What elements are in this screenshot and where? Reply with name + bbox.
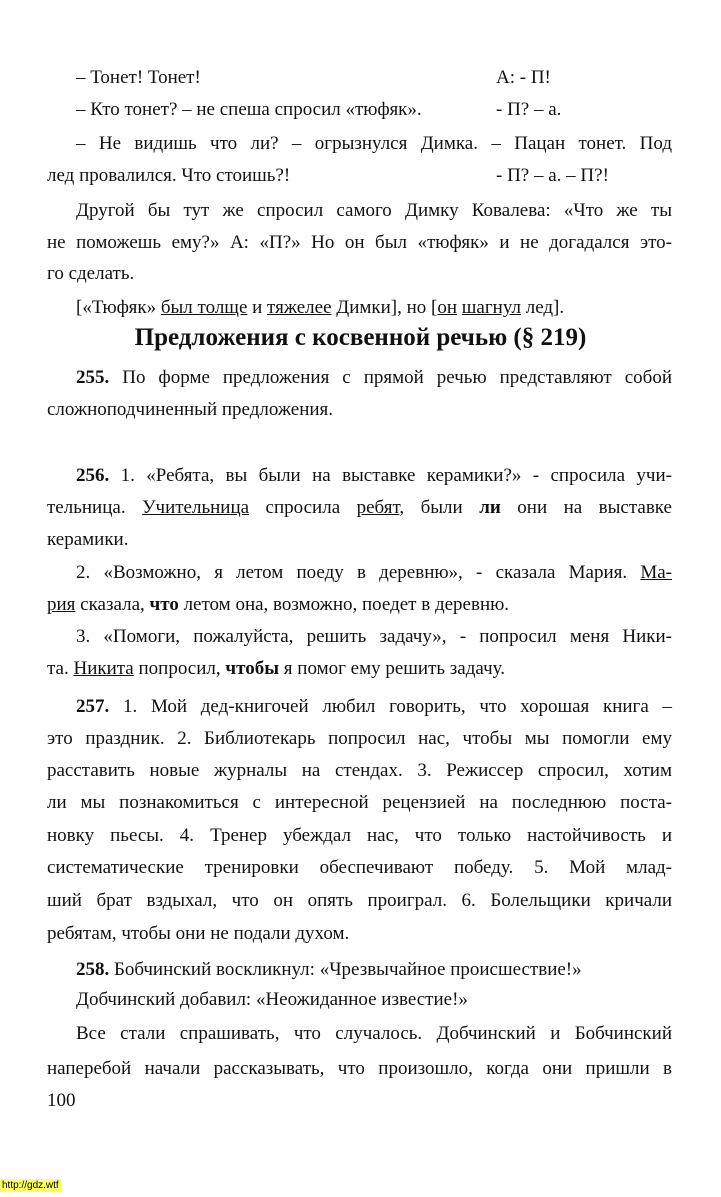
text-segment: керамики. bbox=[47, 529, 129, 550]
text-line bbox=[47, 825, 672, 847]
text-segment: Димки], но [ bbox=[331, 297, 438, 318]
text-line bbox=[47, 497, 672, 519]
text-line bbox=[47, 200, 672, 222]
text-line bbox=[47, 626, 672, 648]
page-number: 100 bbox=[47, 1090, 76, 1111]
text-segment: спросила bbox=[249, 497, 357, 518]
bold-text: что bbox=[149, 594, 179, 615]
text-segment: та. bbox=[47, 658, 74, 679]
text-line bbox=[47, 594, 672, 616]
text-line bbox=[47, 1023, 672, 1045]
text-segment: и bbox=[247, 297, 268, 318]
text-line bbox=[47, 465, 672, 487]
text-segment: – Кто тонет? – не спеша спросил «тюфяк». bbox=[76, 99, 422, 120]
text-segment: Бобчинский воскликнул: «Чрезвычайное происшествие!» bbox=[109, 959, 582, 980]
text-line bbox=[47, 760, 672, 782]
scheme-annotation: - П? – а. – П?! bbox=[496, 165, 609, 186]
text-segment: расставить новые журналы на стендах. 3. Режиссер спросил, хотим bbox=[47, 760, 672, 781]
footer-link[interactable]: http://gdz.wtf bbox=[2, 1180, 59, 1191]
scheme-annotation: А: - П! bbox=[496, 67, 551, 88]
underlined-word: он bbox=[437, 297, 458, 318]
text-segment: тельница. bbox=[47, 497, 143, 518]
text-line bbox=[47, 989, 672, 1011]
bold-text: 256. bbox=[76, 465, 110, 486]
text-segment: это праздник. 2. Библиотекарь попросил нас, чтобы мы помогли ему bbox=[47, 728, 672, 749]
underlined-word: Ма- bbox=[640, 562, 672, 583]
text-line bbox=[47, 696, 672, 718]
underlined-word: Никита bbox=[73, 658, 134, 679]
text-segment: сложноподчиненный предложения. bbox=[47, 399, 334, 420]
text-line bbox=[47, 297, 672, 319]
text-segment: 3. «Помоги, пожалуйста, решить задачу», - попросил меня Ники- bbox=[76, 626, 672, 647]
underlined-word: был толще bbox=[160, 297, 248, 318]
text-line bbox=[47, 923, 672, 945]
text-segment: новку пьесы. 4. Тренер убеждал нас, что только настойчивость и bbox=[47, 825, 672, 846]
bold-text: чтобы bbox=[225, 658, 280, 679]
text-segment: наперебой начали рассказывать, что произошло, когда они пришли в bbox=[47, 1058, 672, 1079]
text-segment: – Тонет! Тонет! bbox=[76, 67, 201, 88]
bold-text: 258. bbox=[76, 959, 110, 980]
text-line bbox=[47, 165, 672, 187]
text-line bbox=[47, 959, 672, 981]
text-segment: ли мы познакомиться с интересной рецензией на последнюю поста- bbox=[47, 792, 672, 813]
underlined-word: Учительница bbox=[142, 497, 250, 518]
text-segment: Все стали спрашивать, что случалось. Добчинский и Бобчинский bbox=[76, 1023, 672, 1044]
text-line bbox=[47, 857, 672, 879]
text-line bbox=[47, 529, 672, 551]
text-segment: попросил, bbox=[133, 658, 226, 679]
text-line bbox=[47, 728, 672, 750]
section-heading: Предложения с косвенной речью (§ 219) bbox=[134, 324, 587, 351]
text-segment: я помог ему решить задачу. bbox=[279, 658, 505, 679]
text-segment: Добчинский добавил: «Неожиданное известие!» bbox=[76, 989, 468, 1010]
text-line bbox=[47, 562, 672, 584]
text-line bbox=[47, 232, 672, 254]
text-segment: 2. «Возможно, я летом поеду в деревню», - сказала Мария. bbox=[76, 562, 641, 583]
text-line bbox=[47, 263, 672, 285]
text-segment: летом она, возможно, поедет в деревню. bbox=[178, 594, 510, 615]
text-segment: систематические тренировки обеспечивают победу. 5. Мой млад- bbox=[47, 857, 672, 878]
underlined-word: рия bbox=[47, 594, 76, 615]
text-segment: го сделать. bbox=[47, 263, 135, 284]
bold-text: 257. bbox=[76, 696, 110, 717]
text-line bbox=[47, 99, 672, 121]
text-segment: лед провалился. Что стоишь?! bbox=[47, 165, 291, 186]
text-segment: , были bbox=[399, 497, 480, 518]
text-segment: они на выставке bbox=[500, 497, 672, 518]
text-segment: 1. Мой дед-книгочей любил говорить, что хорошая книга – bbox=[109, 696, 672, 717]
text-segment: По форме предложения с прямой речью представляют собой bbox=[109, 367, 672, 388]
text-line bbox=[47, 67, 672, 89]
text-segment: ребятам, чтобы они не подали духом. bbox=[47, 923, 350, 944]
text-segment: 1. «Ребята, вы были на выставке керамики?» - спросила учи- bbox=[109, 465, 672, 486]
text-segment: сказала, bbox=[75, 594, 150, 615]
underlined-word: шагнул bbox=[461, 297, 521, 318]
text-segment: ший брат вздыхал, что он опять проиграл. 6. Болельщики кричали bbox=[47, 890, 672, 911]
bold-text: ли bbox=[479, 497, 501, 518]
text-line bbox=[47, 1058, 672, 1080]
text-segment: не поможешь ему?» А: «П?» Но он был «тюфяк» и не догадался это- bbox=[47, 232, 672, 253]
text-line bbox=[47, 658, 672, 680]
scheme-annotation: - П? – а. bbox=[496, 99, 562, 120]
text-line bbox=[47, 399, 672, 421]
text-segment: Другой бы тут же спросил самого Димку Ковалева: «Что же ты bbox=[76, 200, 672, 221]
text-segment: [«Тюфяк» bbox=[76, 297, 161, 318]
underlined-word: ребят bbox=[356, 497, 400, 518]
text-line bbox=[47, 133, 672, 155]
text-segment: – Не видишь что ли? – огрызнулся Димка. – Пацан тонет. Под bbox=[76, 133, 672, 154]
bold-text: 255. bbox=[76, 367, 110, 388]
text-line bbox=[47, 890, 672, 912]
text-line bbox=[47, 367, 672, 389]
text-segment: лед]. bbox=[520, 297, 565, 318]
underlined-word: тяжелее bbox=[267, 297, 332, 318]
text-line bbox=[47, 792, 672, 814]
